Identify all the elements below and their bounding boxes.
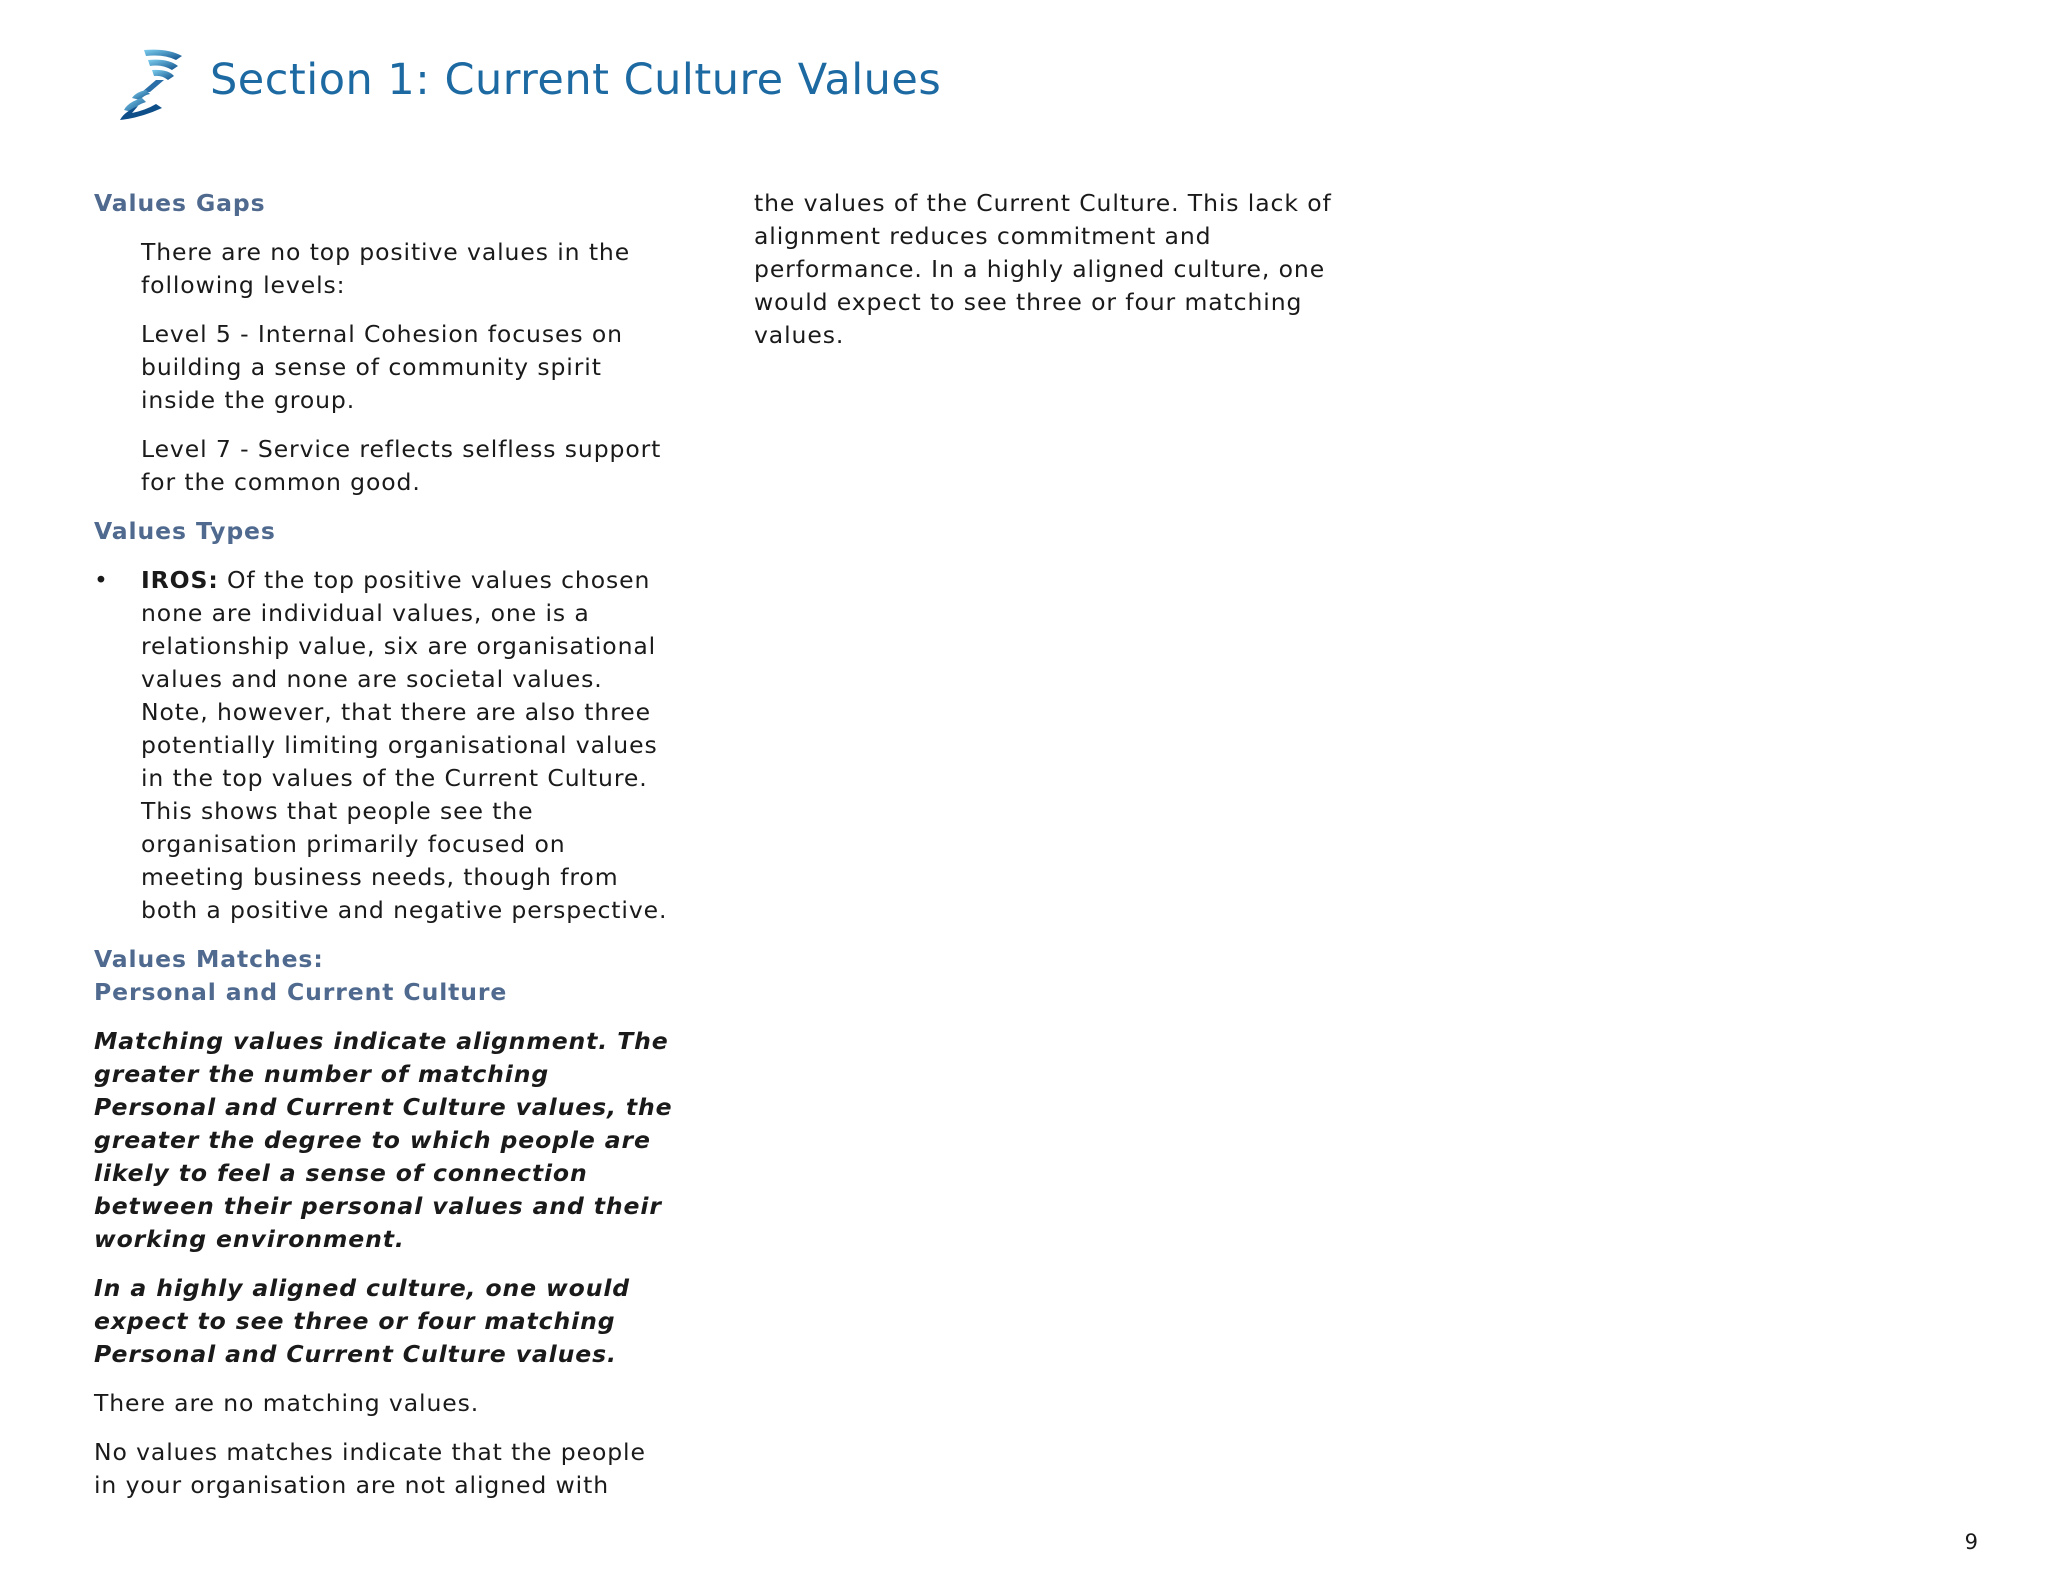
page-number: 9 (1964, 1530, 1978, 1554)
values-gaps-level5: Level 5 - Internal Cohesion focuses on building a sense of community spirit inside the group. (141, 320, 623, 414)
values-gaps-level7: Level 7 - Service reflects selfless support for the common good. (141, 435, 662, 496)
aligned-culture-emphasis: In a highly aligned culture, one would expect to see three or four matching Personal and Current Culture values. (94, 1274, 631, 1368)
matching-values-emphasis: Matching values indicate alignment. The greater the number of matching Personal and Current Culture values, the greater the degree to which people are likely to feel a sense of connection between their personal values and their working environment. (94, 1027, 673, 1253)
values-gaps-intro: There are no top positive values in the following levels: (141, 238, 631, 299)
iros-label: IROS: (141, 566, 219, 594)
page-title: Section 1: Current Culture Values (210, 55, 942, 105)
values-matches-heading-line1: Values Matches: (94, 945, 324, 973)
values-types-heading: Values Types (94, 517, 276, 545)
no-matches-explanation-part1: No values matches indicate that the people in your organisation are not aligned with (94, 1438, 646, 1499)
left-column (94, 187, 674, 1518)
values-gaps-heading: Values Gaps (94, 189, 266, 217)
page-header (110, 42, 941, 122)
bullet-icon: • (94, 566, 109, 594)
right-column (754, 187, 1354, 368)
no-matches-statement: There are no matching values. (94, 1389, 480, 1417)
no-matches-explanation-part2: the values of the Current Culture. This lack of alignment reduces commitment and performance. In a highly aligned culture, one would expect to see three or four matching values. (754, 189, 1332, 349)
stacked-arcs-logo-icon (110, 42, 190, 122)
iros-text: Of the top positive values chosen none are individual values, one is a relationship value, six are organisational values and none are societal values. Note, however, that there are also three potentially limiting organisational values in the top values of the Current Culture. This shows that people see the organisation primarily focused on meeting business needs, though from both a positive and negative perspective. (141, 566, 668, 924)
values-matches-heading (94, 943, 674, 1009)
iros-bullet-item (94, 564, 674, 927)
values-matches-heading-line2: Personal and Current Culture (94, 978, 508, 1006)
